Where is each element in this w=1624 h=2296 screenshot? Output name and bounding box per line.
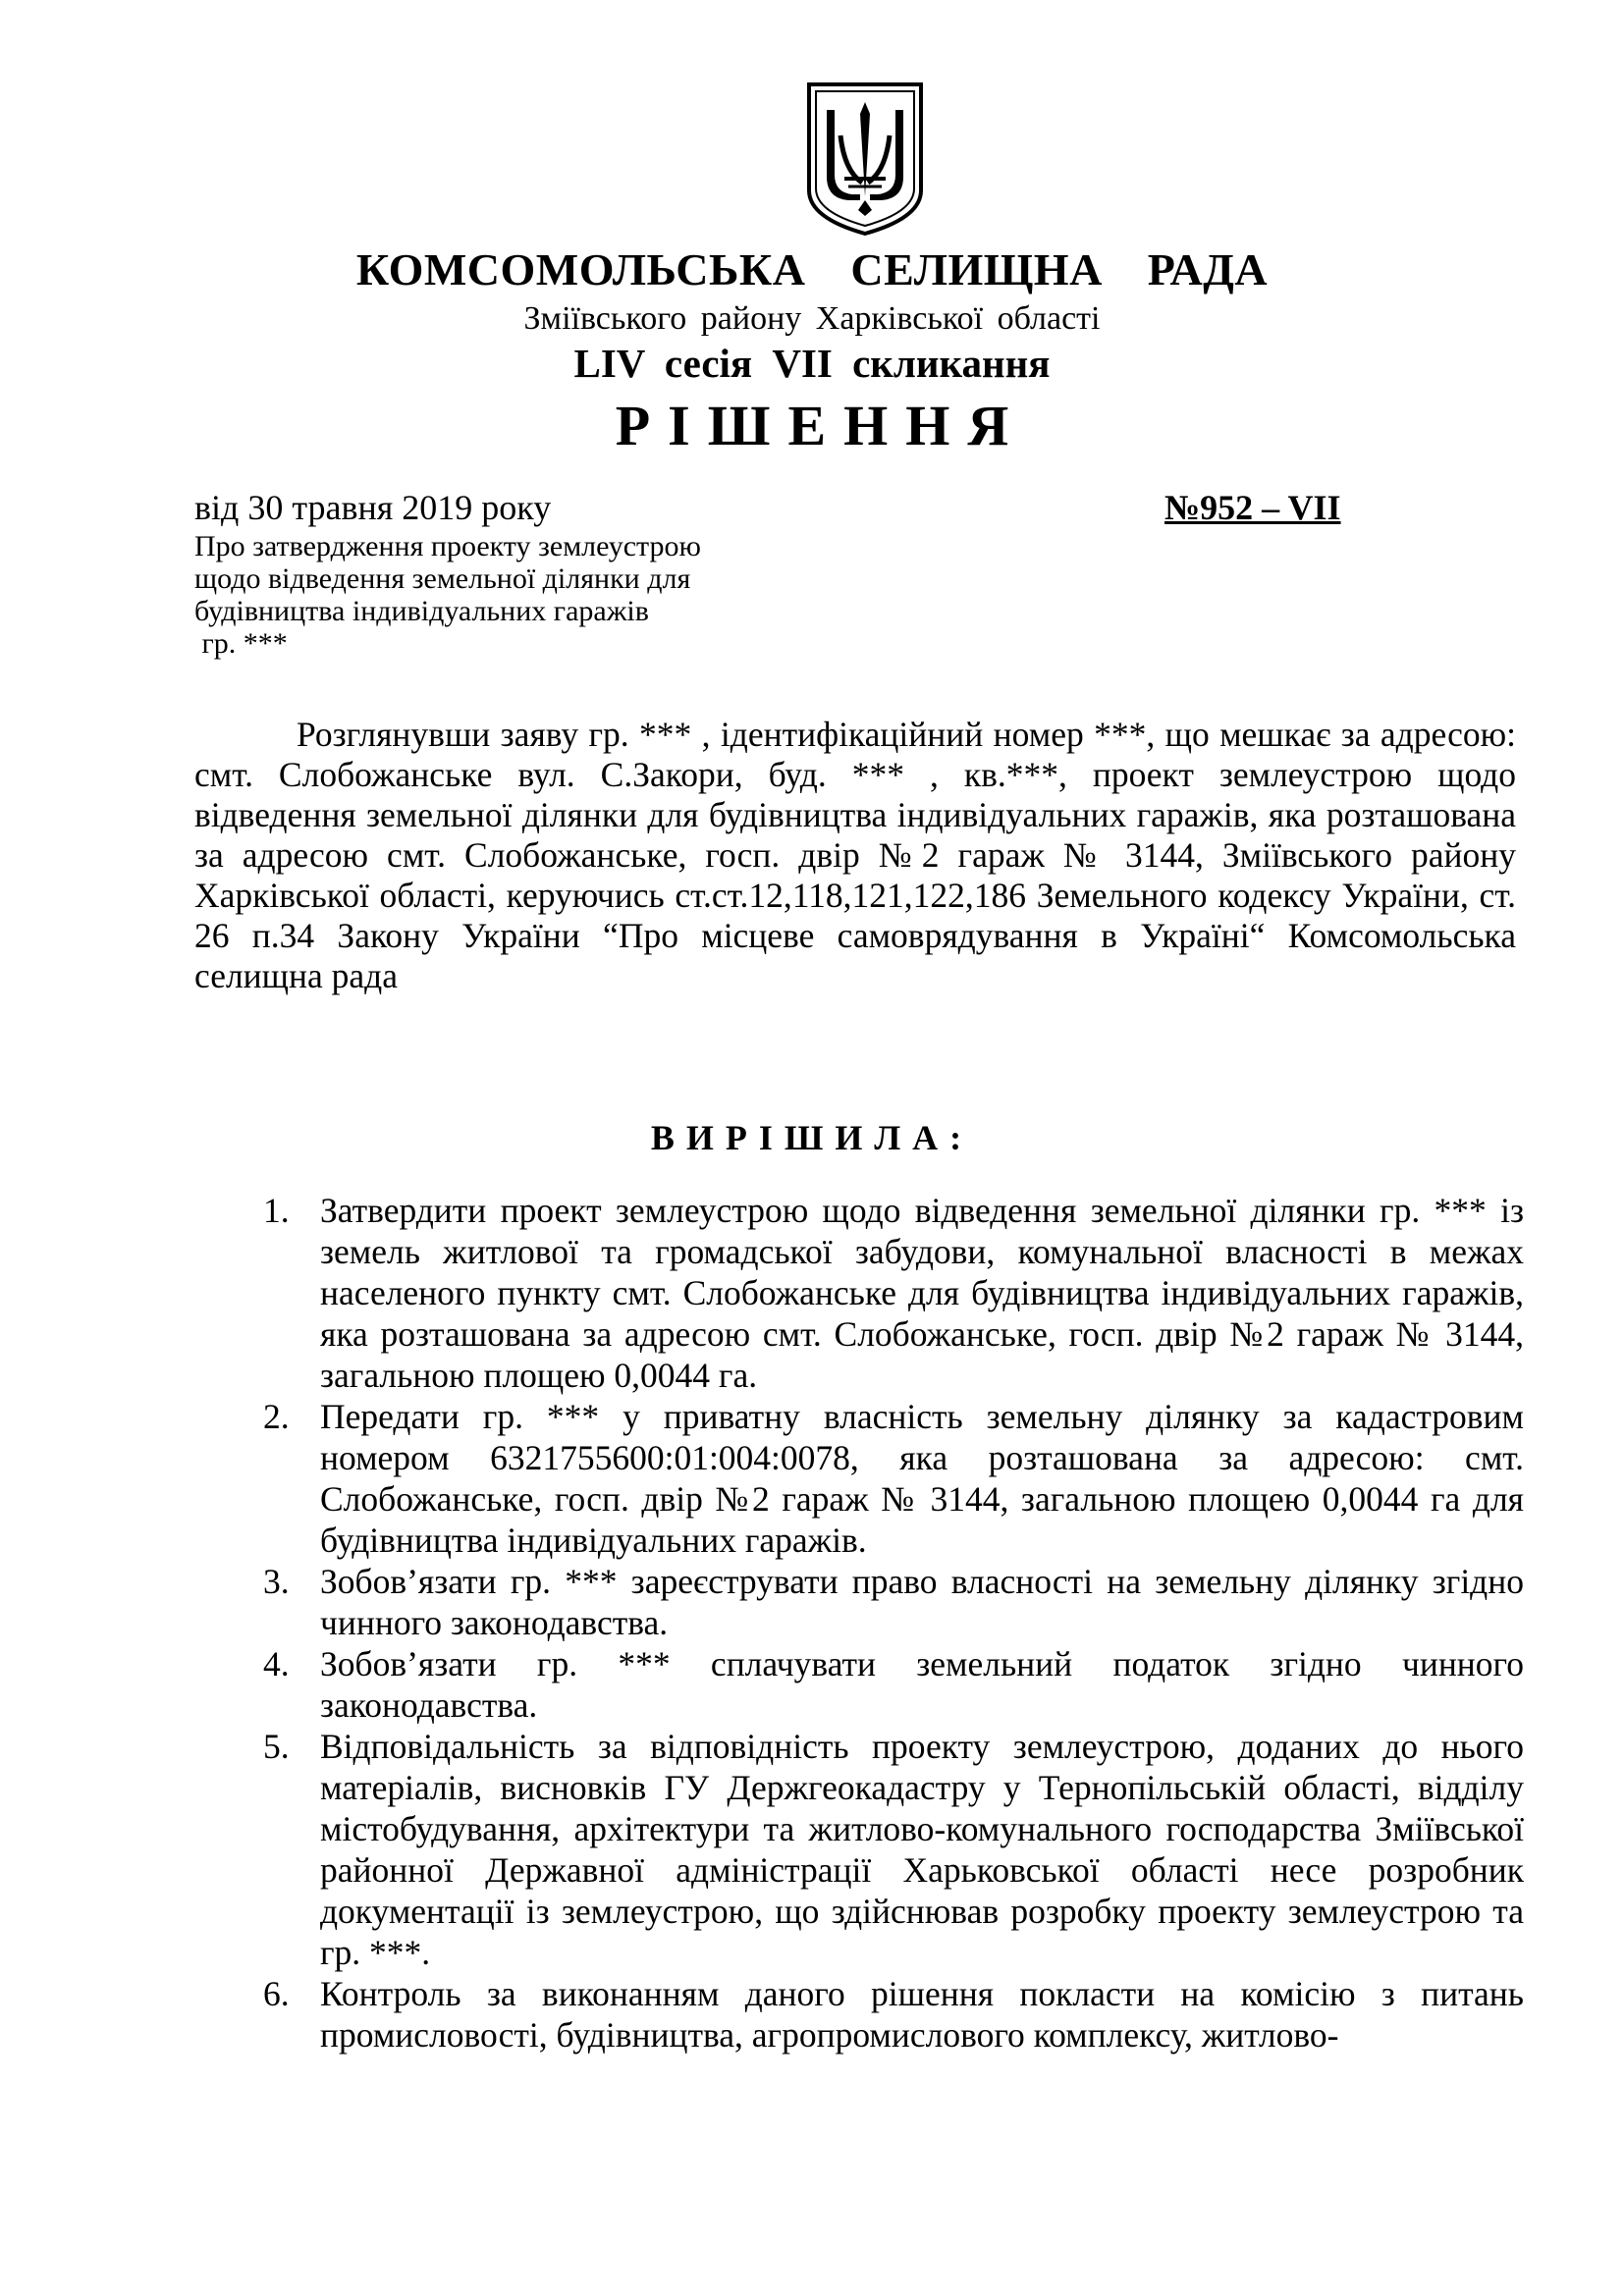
- item-text: Затвердити проект землеустрою щодо відведення земельної ділянки гр. *** із земель житлової та громадської забудови, комунальної власності в межах населеного пункту смт. Слобожанське для будівництва індивідуальних гаражів, яка розташована за адресою смт. Слобожанське, госп. двір №2 гараж № 3144, загальною площею 0,0044 га.: [320, 1191, 1524, 1395]
- subject-line: щодо відведення земельної ділянки для: [194, 562, 691, 595]
- document-title: РІШЕННЯ: [615, 394, 1027, 457]
- item-number: 2.: [263, 1397, 290, 1436]
- preamble-paragraph: Розглянувши заяву гр. *** , ідентифікаційний номер ***, що мешкає за адресою: смт. Слобожанське вул. С.Закори, буд. *** , кв.***, проект землеустрою щодо відведення земельної ділянки для будівництва індивідуальних гаражів, яка розташована за адресою смт. Слобожанське, госп. двір №2 гараж № 3144, Зміївського району Харківської області, керуючись ст.ст.12,118,121,122,186 Земельного кодексу України, ст. 26 п.34 Закону України “Про місцеве самоврядування в Україні“ Комсомольська селищна рада: [194, 715, 1516, 995]
- item-text: Відповідальність за відповідність проекту землеустрою, доданих до нього матеріалів, висновків ГУ Держгеокадастру у Тернопільській області, відділу містобудування, архітектури та житлово-комунального господарства Зміївської районної Державної адміністрації Харьковської області несе розробник документації із землеустрою, що здійснював розробку проекту землеустрою та гр. ***.: [320, 1727, 1524, 1972]
- item-number: 5.: [263, 1727, 290, 1766]
- session-info: LIV сесія VII скликання: [573, 341, 1051, 386]
- resolution-item: [263, 1396, 1524, 1561]
- subject-line: будівництва індивідуальних гаражів: [194, 595, 649, 627]
- item-text: Зобов’язати гр. *** зареєструвати право власності на земельну ділянку згідно чинного законодавства.: [320, 1562, 1524, 1642]
- decision-number: №952 – VII: [1164, 488, 1341, 527]
- decision-subject: [194, 530, 823, 660]
- resolution-item: [263, 1726, 1524, 1973]
- resolution-item: [263, 1643, 1524, 1726]
- resolution-item: [263, 1561, 1524, 1643]
- council-name: КОМСОМОЛЬСЬКА СЕЛИЩНА РАДА: [355, 244, 1269, 294]
- item-text: Передати гр. *** у приватну власність земельну ділянку за кадастровим номером 6321755600:01:004:0078, яка розташована за адресою: смт. Слобожанське, госп. двір №2 гараж № 3144, загальною площею 0,0044 га для будівництва індивідуальних гаражів.: [320, 1397, 1524, 1560]
- resolution-item: [263, 1973, 1524, 2056]
- item-number: 4.: [263, 1644, 290, 1683]
- item-number: 1.: [263, 1191, 290, 1230]
- item-text: Зобов’язати гр. *** сплачувати земельний податок згідно чинного законодавства.: [320, 1644, 1524, 1725]
- decision-date: від 30 травня 2019 року: [194, 488, 552, 527]
- subject-line: гр. ***: [194, 627, 288, 660]
- district-name: Зміївського району Харківської області: [523, 300, 1101, 337]
- item-number: 6.: [263, 1974, 290, 2013]
- resolution-item: [263, 1190, 1524, 1396]
- resolved-heading: ВИРІШИЛА:: [650, 1118, 974, 1157]
- trident-coat-of-arms-icon: [805, 80, 925, 236]
- resolution-items: [263, 1190, 1524, 2056]
- subject-line: Про затвердження проекту землеустрою: [194, 530, 701, 562]
- item-text: Контроль за виконанням даного рішення покласти на комісію з питань промисловості, будівництва, агропромислового комплексу, житлово-: [320, 1974, 1524, 2055]
- item-number: 3.: [263, 1562, 290, 1601]
